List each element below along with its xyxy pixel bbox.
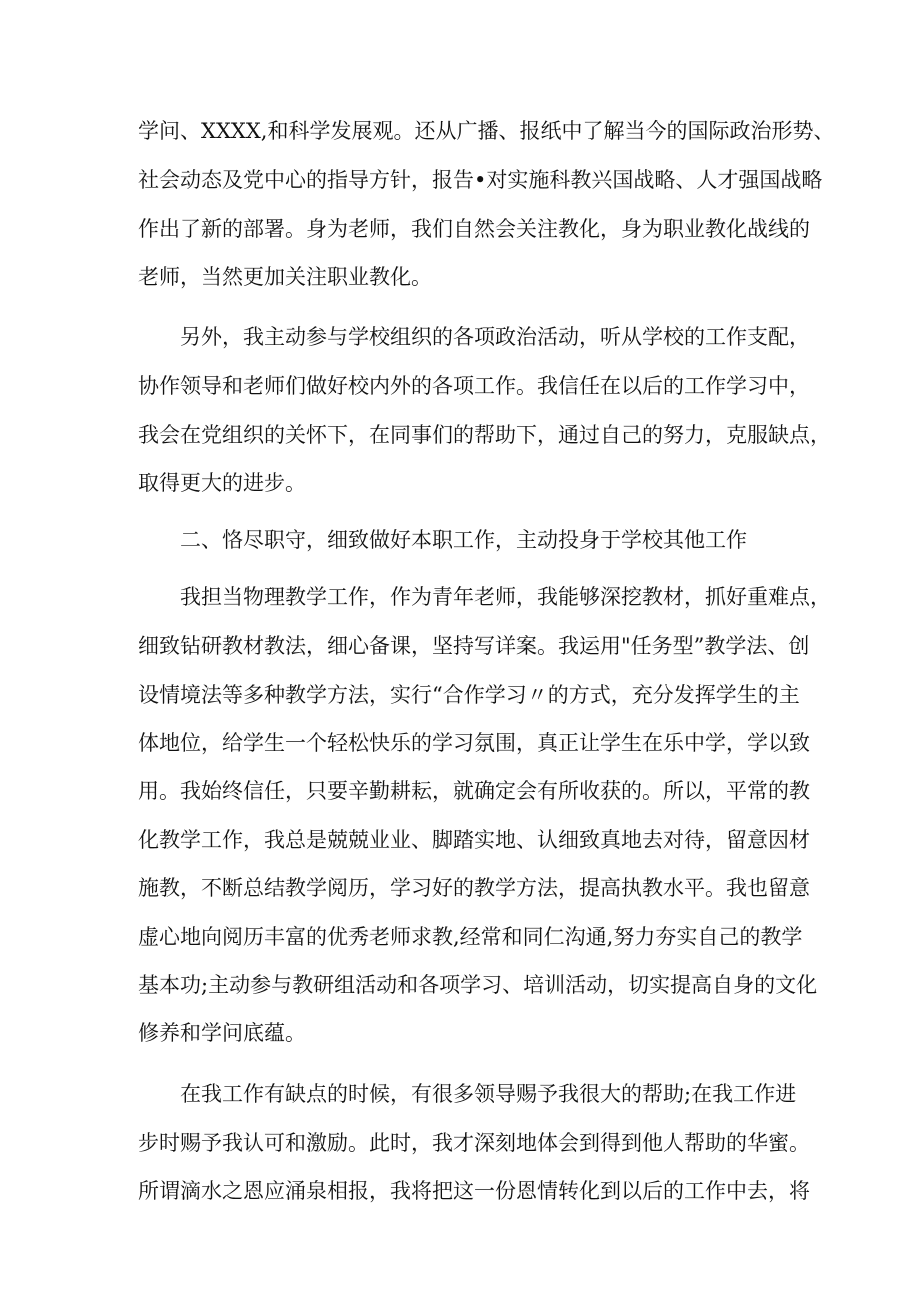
paragraph-first-line: 另外，我主动参与学校组织的各项政治活动，听从学校的工作支配， — [180, 325, 810, 349]
text-line: 取得更大的进步。 — [138, 471, 306, 495]
text-line: 步时赐予我认可和激励。此时，我才深刻地体会到得到他人帮助的华蜜。 — [138, 1131, 810, 1155]
text-line: 化教学工作，我总是兢兢业业、脚踏实地、认细致真地去对待，留意因材 — [138, 828, 810, 852]
paragraph-first-line: 在我工作有缺点的时候，有很多领导赐予我很大的帮助;在我工作进 — [180, 1082, 797, 1106]
text-line: 体地位，给学生一个轻松快乐的学习氛围，真正让学生在乐中学，学以致 — [138, 731, 810, 755]
text-line: 老师，当然更加关注职业教化。 — [138, 265, 432, 289]
text-line: 我会在党组织的关怀下，在同事们的帮助下，通过自己的努力，克服缺点， — [138, 423, 831, 447]
text-line: 作出了新的部署。身为老师，我们自然会关注教化，身为职业教化战线的 — [138, 217, 810, 241]
text-line: 施教，不断总结教学阅历，学习好的教学方法，提高执教水平。我也留意 — [138, 876, 810, 900]
text-line: 设情境法等多种教学方法，实行“合作学习〃的方式，充分发挥学生的主 — [138, 683, 800, 707]
text-line: 用。我始终信任，只要辛勤耕耘，就确定会有所收获的。所以，平常的教 — [138, 779, 810, 803]
text-line: 学问、XXXX,和科学发展观。还从广播、报纸中了解当今的国际政治形势、 — [138, 119, 835, 143]
section-heading: 二、恪尽职守，细致做好本职工作，主动投身于学校其他工作 — [180, 528, 747, 552]
text-line: 协作领导和老师们做好校内外的各项工作。我信任在以后的工作学习中， — [138, 374, 810, 398]
text-line: 基本功;主动参与教研组活动和各项学习、培训活动，切实提高自身的文化 — [138, 973, 818, 997]
text-line: 虚心地向阅历丰富的优秀老师求教,经常和同仁沟通,努力夯实自己的教学 — [138, 925, 803, 949]
text-line: 所谓滴水之恩应涌泉相报，我将把这一份恩情转化到以后的工作中去，将 — [138, 1179, 810, 1203]
text-line: 修养和学问底蕴。 — [138, 1021, 306, 1045]
paragraph-first-line: 我担当物理教学工作，作为青年老师，我能够深挖教材，抓好重难点， — [180, 585, 831, 609]
text-line: 社会动态及党中心的指导方针，报告•对实施科教兴国战略、人才强国战略 — [138, 168, 823, 192]
text-line: 细致钻研教材教法，细心备课，坚持写详案。我运用"任务型”教学法、创 — [138, 634, 810, 658]
